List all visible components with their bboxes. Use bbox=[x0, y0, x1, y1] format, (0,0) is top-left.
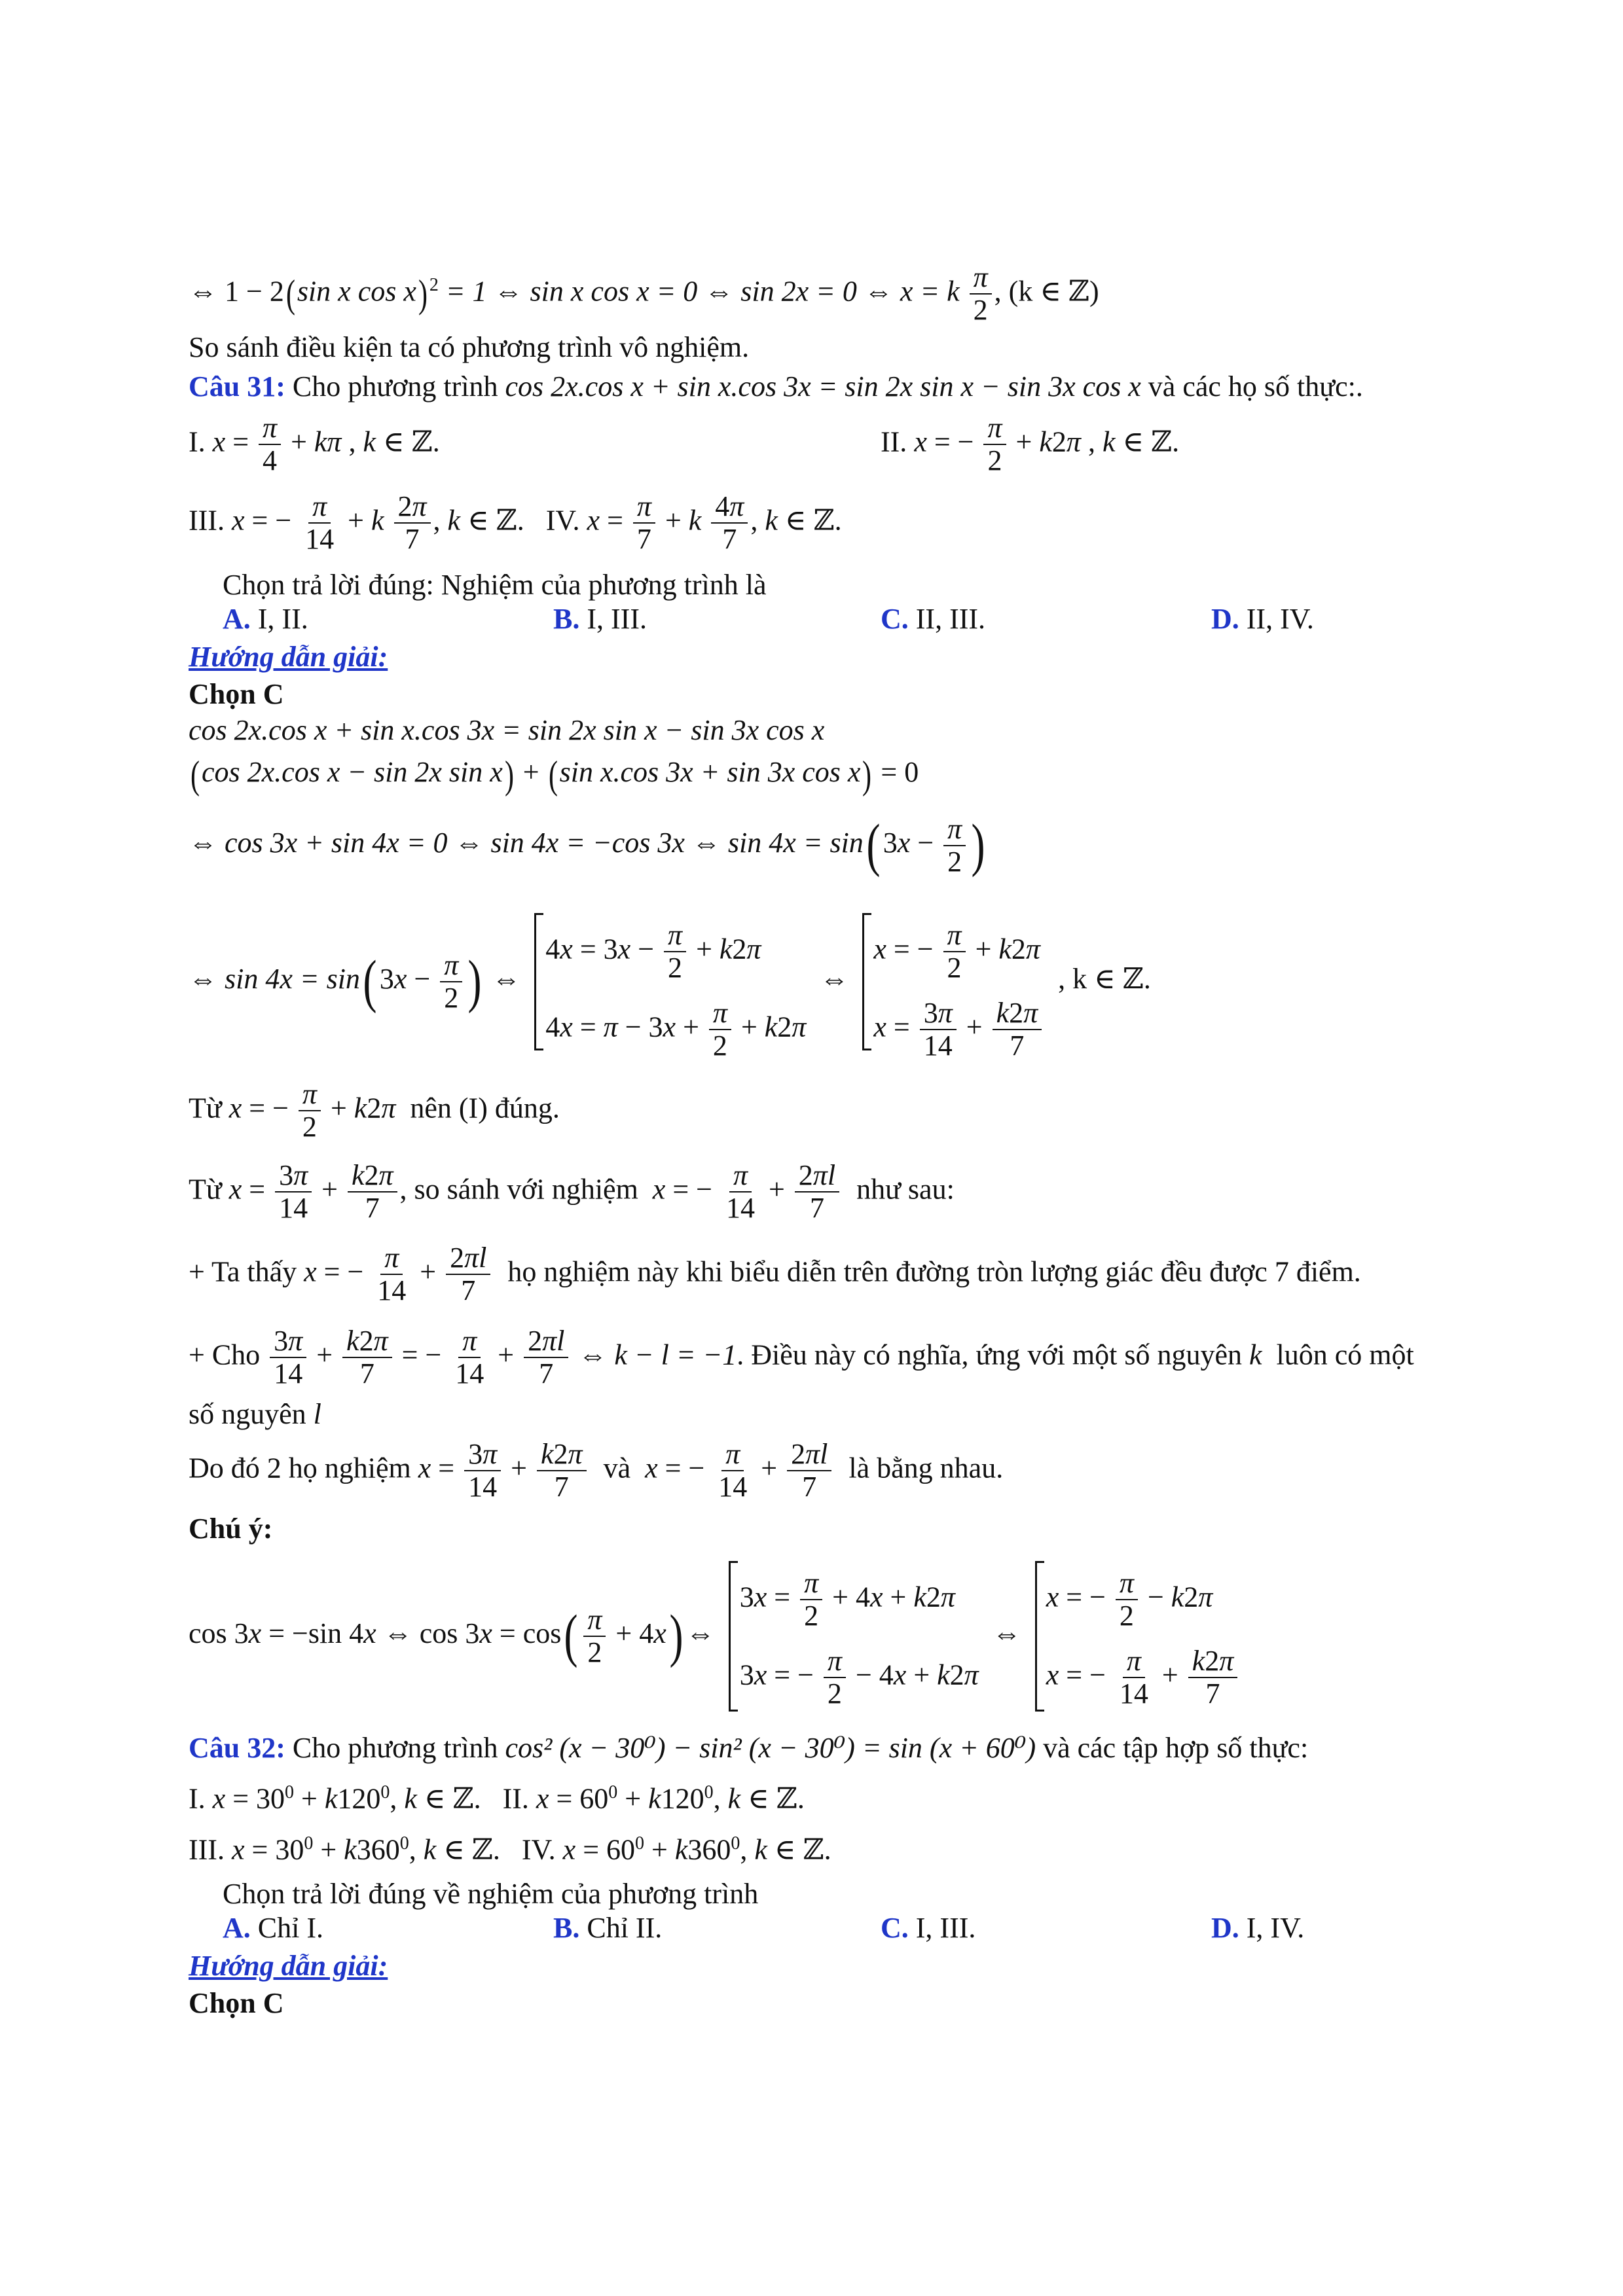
question-31-label: Câu 31: bbox=[189, 370, 285, 403]
conclusion-text: So sánh điều kiện ta có phương trình vô nghiệm. bbox=[189, 331, 750, 363]
q32-option-III-IV: III. $x = 30^0 + k360^0$, k ∈ ℤ. IV. $x = 60^0 + k360^0$, k ∈ ℤ. bbox=[189, 1833, 831, 1866]
solution-line-3: ⇔ cos 3x + sin 4x = 0 ⇔ sin 4x = −cos 3x ⇔ sin 4x = sin( 3x − $\frac{\pi}{2}$ ) bbox=[189, 812, 985, 878]
question-32-label: Câu 32: bbox=[189, 1732, 285, 1764]
option-I: I. x = $\frac{\pi}{4}$ + kπ , k ∈ ℤ. bbox=[189, 412, 440, 477]
option-II: II. x = − $\frac{\pi}{2}$ + k2π , k ∈ ℤ. bbox=[881, 412, 1180, 477]
question-32-prompt: Chọn trả lời đúng về nghiệm của phương trình bbox=[223, 1878, 759, 1910]
solution-line-1: cos 2x.cos x + sin x.cos 3x = sin 2x sin x − sin 3x cos x bbox=[189, 714, 825, 746]
answer-32: Chọn C bbox=[189, 1987, 284, 2019]
q32-option-c[interactable]: C. I, III. bbox=[881, 1912, 976, 1944]
eq-prefix: ⇔ 1 − 2 bbox=[189, 275, 284, 308]
question-32-text: Cho phương trình bbox=[292, 1732, 498, 1764]
note-label: Chú ý: bbox=[189, 1513, 273, 1545]
thus-line: Do đó 2 họ nghiệm x = $\frac{3\pi}{14}$ + $\frac{k2\pi}{7}$ và x = − $\frac{\pi}{14}$ + $\frac{2\pi l}{7}$ là bằng nhau. bbox=[189, 1438, 1004, 1503]
solution-line-4: ⇔ sin 4x = sin( 3x − $\frac{\pi}{2}$ ) ⇔ 4x = 3x − $\frac{\pi}{2}$ + k2π 4x = π − 3x + $\frac{\pi}{2}$ + k2π ⇔ x = − $\frac{\pi}{2}$ + k2π x = $\frac{3\pi}{14}$ + $\frac{k2\pi}{7}$ , k ∈ ℤ. bbox=[189, 913, 1151, 1050]
question-31-tail: và các họ số thực:. bbox=[1148, 370, 1363, 403]
guide-heading-31: Hướng dẫn giải: bbox=[189, 641, 388, 673]
solution-line-2: (cos 2x.cos x − sin 2x sin x) + (sin x.cos 3x + sin 3x cos x) = 0 bbox=[190, 753, 919, 797]
q32-option-b[interactable]: B. Chỉ II. bbox=[553, 1912, 663, 1944]
eq-tail: , (k ∈ ℤ) bbox=[994, 275, 1099, 308]
q31-option-a[interactable]: A. I, II. bbox=[223, 603, 308, 635]
q31-option-c[interactable]: C. II, III. bbox=[881, 603, 986, 635]
question-31-equation: cos 2x.cos x + sin x.cos 3x = sin 2x sin x − sin 3x cos x bbox=[505, 370, 1141, 403]
guide-heading-32: Hướng dẫn giải: bbox=[189, 1950, 388, 1982]
q32-option-d[interactable]: D. I, IV. bbox=[1211, 1912, 1305, 1944]
int-l-line: số nguyên l bbox=[189, 1398, 321, 1430]
equation-line-1: ⇔ 1 − 2(sin x cos x) $^2$ = 1 ⇔ sin x cos x = 0 ⇔ sin 2x = 0 ⇔ x = k $\frac{\pi}{2}$ , (k ∈ ℤ) bbox=[189, 261, 1099, 327]
give-line: + Cho $\frac{3\pi}{14}$ + $\frac{k2\pi}{7}$ = − $\frac{\pi}{14}$ + $\frac{2\pi l}{7}$ ⇔ k − l = −1. Điều này có nghĩa, ứng với một số nguyên k luôn có một bbox=[189, 1325, 1414, 1390]
see-line: + Ta thấy x = − $\frac{\pi}{14}$ + $\frac{2\pi l}{7}$ họ nghiệm này khi biểu diễn trên đường tròn lượng giác đều được 7 điểm. bbox=[189, 1242, 1361, 1307]
from-line-1: Từ x = − $\frac{\pi}{2}$ + k2π nên (I) đúng. bbox=[189, 1078, 560, 1143]
q31-option-d[interactable]: D. II, IV. bbox=[1211, 603, 1314, 635]
q32-option-a[interactable]: A. Chỉ I. bbox=[223, 1912, 324, 1944]
question-32-line bbox=[189, 1731, 1308, 1766]
from-line-2: Từ x = $\frac{3\pi}{14}$ + $\frac{k2\pi}{7}$ , so sánh với nghiệm x = − $\frac{\pi}{14}$ + $\frac{2\pi l}{7}$ như sau: bbox=[189, 1159, 955, 1225]
note-equation: cos 3x = −sin 4x ⇔ cos 3x = cos( $\frac{\pi}{2}$ + 4x) ⇔ 3x = $\frac{\pi}{2}$ + 4x + k2π 3x = − $\frac{\pi}{2}$ − 4x + k2π ⇔ x = − $\frac{\pi}{2}$ − k2π x = − $\frac{\pi}{14}$ + $\frac{k2\pi}{7}$ bbox=[189, 1561, 1247, 1712]
q31-option-b[interactable]: B. I, III. bbox=[553, 603, 647, 635]
eq-mid: sin x cos x bbox=[297, 275, 416, 308]
question-31-prompt: Chọn trả lời đúng: Nghiệm của phương trình là bbox=[223, 569, 767, 601]
question-32-tail: và các tập hợp số thực: bbox=[1043, 1732, 1309, 1764]
answer-31: Chọn C bbox=[189, 678, 284, 710]
q32-option-I-II: I. $x = 30^0 + k120^0$, k ∈ ℤ. II. $x = 60^0 + k120^0$, k ∈ ℤ. bbox=[189, 1782, 805, 1815]
question-31-text: Cho phương trình bbox=[292, 370, 498, 403]
question-31-line bbox=[189, 370, 1363, 404]
option-III-IV: III. x = − $\frac{\pi}{14}$ + k $\frac{2\pi}{7}$ , k ∈ ℤ. IV. x = $\frac{\pi}{7}$ + k $\frac{4\pi}{7}$ , k ∈ ℤ. bbox=[189, 490, 842, 556]
eq-rest: = 1 ⇔ sin x cos x = 0 ⇔ sin 2x = 0 ⇔ x = k bbox=[445, 275, 960, 308]
question-32-equation: cos² (x − 30⁰) − sin² (x − 30⁰) = sin (x + 60⁰) bbox=[505, 1732, 1036, 1764]
